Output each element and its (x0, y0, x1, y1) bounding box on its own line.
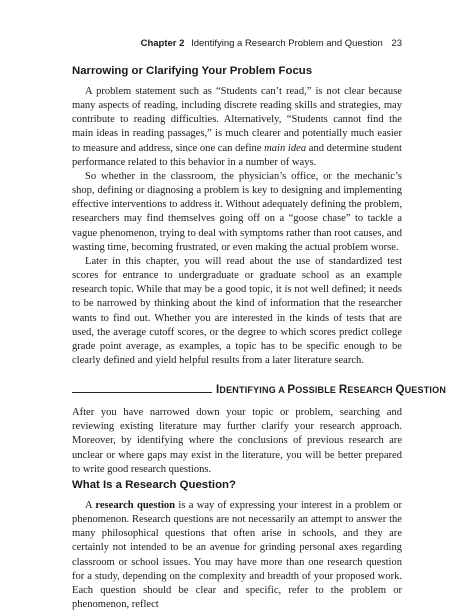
defined-term: research question (95, 499, 176, 511)
paragraph-text: A (85, 499, 96, 511)
heading-cap: R (338, 384, 348, 397)
running-head (141, 38, 402, 49)
section-heading-identifying (72, 380, 447, 397)
chapter-label: Chapter 2 (140, 38, 185, 49)
heading-cap: Q (395, 384, 405, 397)
heading-smallcaps: ESEARCH (347, 385, 396, 396)
paragraph: After you have narrowed down your topic or problem, searching and reviewing existing literature may further clarify your research approach. Moreover, by identifying where the conclusions of previous research are unclear or where gaps may exist in the literature, you will be better prepared to write good research questions. (72, 407, 402, 475)
heading-rule (72, 392, 212, 393)
heading-smallcaps: DENTIFYING A (219, 385, 288, 396)
paragraph (72, 85, 402, 170)
page-number: 23 (391, 38, 402, 49)
paragraph: Later in this chapter, you will read about the use of standardized test scores for entrance to undergraduate or graduate school as an example research topic. While that may be a good topic, it is not well defined; it needs to be narrowed by thinking about the kind of information that the researcher wants to find out. Whether you are interested in the kinds of tests that are used, the average cutoff scores, or the degree to which scores predict college grade point average, as examples, a topic has to be specific enough to be clearly defined and yield helpful results from a later literature search. (72, 255, 402, 366)
heading-cap: P (287, 384, 296, 397)
page-body (72, 63, 447, 612)
heading-smallcaps: UESTION (404, 385, 447, 396)
paragraph: So whether in the classroom, the physician’s office, or the mechanic’s shop, defining or diagnosing a problem is key to designing and implementing effective interventions to address it. Without adequately defining the problem, researchers may find themselves going off on a “goose chase” to tackle a vague phenomenon, trying to deal with symptoms rather than root causes, and wasting time, becoming frustrated, or even making the actual problem worse. (72, 170, 402, 253)
heading-title (216, 384, 446, 396)
paragraph-text: and determine student performance related to this behavior in a number of ways. (72, 142, 402, 168)
section-heading-research-question: What Is a Research Question? (72, 478, 236, 491)
paragraph (72, 499, 402, 612)
section-heading-narrowing: Narrowing or Clarifying Your Problem Focus (72, 65, 313, 77)
heading-cap: I (216, 384, 220, 397)
chapter-title: Identifying a Research Problem and Question (191, 38, 383, 49)
paragraph-text: A problem statement such as “Students can’t read,” is not clear because many aspects of reading, including discrete reading skills and strategies, may contribute to reading difficulties. Alternatively, “Students cannot find the main ideas in reading passages,” is much clearer and potentially much easier to measure and address, since one can define (72, 86, 402, 154)
emphasis-term: main idea (264, 142, 307, 154)
heading-smallcaps: OSSIBLE (295, 385, 339, 396)
paragraph-text: is a way of expressing your interest in a problem or phenomenon. Research questions are not necessarily an attempt to answer the many philosophical questions that often arise in schools, and they are certainly not intended to be an avenue for grinding personal axes regarding classroom or school issues. You may have more than one research question for a study, depending on the complexity and breadth of your proposed work. Each question should be clear and specific, refer to the problem or phenomenon, reflect (72, 499, 402, 610)
